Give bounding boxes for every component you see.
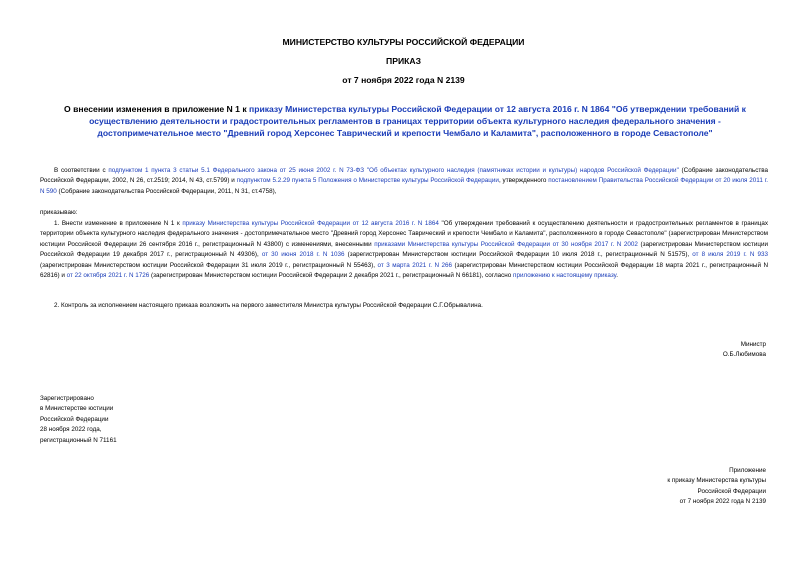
appendix-line: Российской Федерации [697, 487, 766, 495]
title-text: О внесении изменения в приложение N 1 к [64, 104, 250, 114]
link-federal-law-73[interactable]: подпунктом 1 пункта 3 статьи 5.1 Федерального закона от 25 июня 2002 г. N 73-ФЗ "Об объектах культурного наследия (памятниках истории и культуры) народов Российской Федерации" [108, 167, 679, 174]
appendix-header [667, 466, 766, 508]
preamble-text: (Собрание законодательства Российской Федерации, 2011, N 31, ст.4758), [56, 187, 277, 195]
item-1-text: (зарегистрирован Министерством юстиции Российской Федерации 18 марта 2021 г., регистрационный N 62816) и [40, 261, 768, 280]
title-link-order-1864[interactable]: приказу Министерства культуры Российской Федерации от 12 августа 2016 г. N 1864 "Об утверждении требований к осуществлению деятельности и градостроительных регламентов в границах территории объекта культурного наследия федерального значения - достопримечательное место "Древний город Херсонес Таврический и крепости Чембало и Каламита", расположенного в городе Севастополе" [89, 104, 746, 138]
link-order-1864[interactable]: приказу Министерства культуры Российской Федерации от 12 августа 2016 г. N 1864 [182, 220, 439, 227]
link-order-1726[interactable]: от 22 октября 2021 г. N 1726 [66, 272, 150, 280]
link-appendix[interactable]: приложению к настоящему приказу [513, 272, 617, 280]
link-government-decree-590[interactable]: постановлением Правительства Российской Федерации от 20 июля 2011 г. N 590 [40, 177, 768, 195]
preamble-text: (Собрание законодательства Российской Федерации, 2002, N 26, ст.2519; 2014, N 43, ст.5799) и [40, 167, 769, 185]
order-title [44, 103, 766, 139]
appendix-line: от 7 ноября 2022 года N 2139 [679, 498, 766, 506]
registration-line: 28 ноября 2022 года, [40, 426, 102, 434]
signature-block [723, 340, 766, 361]
item-1-text: (зарегистрирован Министерством юстиции Российской Федерации 10 июля 2018 г., регистрационный N 51575), [344, 251, 693, 259]
item-1-paragraph [40, 219, 768, 281]
preamble-text: В соответствии с [54, 167, 109, 174]
doc-type-heading: ПРИКАЗ [386, 56, 421, 66]
registration-note [40, 394, 117, 446]
link-ministry-regulation[interactable]: подпунктом 5.2.29 пункта 5 Положения о Министерстве культуры Российской Федерации [236, 177, 499, 185]
registration-line: Зарегистрировано [40, 395, 94, 402]
signature-position: Министр [740, 341, 766, 348]
appendix-line: к приказу Министерства культуры [667, 477, 766, 485]
item-1-text: . [616, 272, 618, 280]
preamble-paragraph [40, 166, 768, 197]
link-order-933[interactable]: от 8 июля 2019 г. N 933 [692, 251, 768, 259]
registration-line: Российской Федерации [40, 415, 109, 423]
item-1-text: 1. Внести изменение в приложение N 1 к [54, 220, 183, 227]
item-1-text: (зарегистрирован Министерством юстиции Российской Федерации 19 декабря 2017 г., регистрационный N 49306), [40, 240, 769, 259]
ministry-heading: МИНИСТЕРСТВО КУЛЬТУРЫ РОССИЙСКОЙ ФЕДЕРАЦИИ [282, 37, 525, 47]
item-2-paragraph: 2. Контроль за исполнением настоящего приказа возложить на первого заместителя Министра культуры Российской Федерации С.Г.Обрывалина. [54, 302, 483, 309]
registration-line: регистрационный N 71161 [40, 436, 117, 444]
link-order-266[interactable]: от 3 марта 2021 г. N 266 [377, 261, 452, 269]
item-1-text: (зарегистрирован Министерством юстиции Российской Федерации 31 июля 2019 г., регистрационный N 55463), [40, 261, 378, 269]
registration-line: в Министерстве юстиции [40, 405, 114, 413]
item-1-text: (зарегистрирован Министерством юстиции Российской Федерации 2 декабря 2021 г., регистрационный N 66181), согласно [149, 272, 514, 280]
appendix-line: Приложение [729, 467, 766, 474]
preamble-text: , утвержденного [498, 177, 549, 185]
doc-date-number: от 7 ноября 2022 года N 2139 [342, 75, 465, 85]
link-order-1036[interactable]: от 30 июня 2018 г. N 1036 [261, 251, 345, 259]
signature-name: О.Б.Любимова [722, 351, 766, 359]
link-order-2002[interactable]: приказами Министерства культуры Российской Федерации от 30 ноября 2017 г. N 2002 [374, 240, 638, 248]
order-word: приказываю: [40, 209, 78, 216]
item-1-text: "Об утверждении требований к осуществлению деятельности и градостроительных регламентов в границах территории объекта культурного наследия федерального значения - достопримечательное место "Древний город Херсонес Таврический и крепости Чембало и Каламита", расположенного в городе Севастополе" (зарегистрирован Министерством юстиции Российской Федерации 26 сентября 2016 г., регистрационный N 43800) с изменениями, внесенными [40, 220, 768, 248]
